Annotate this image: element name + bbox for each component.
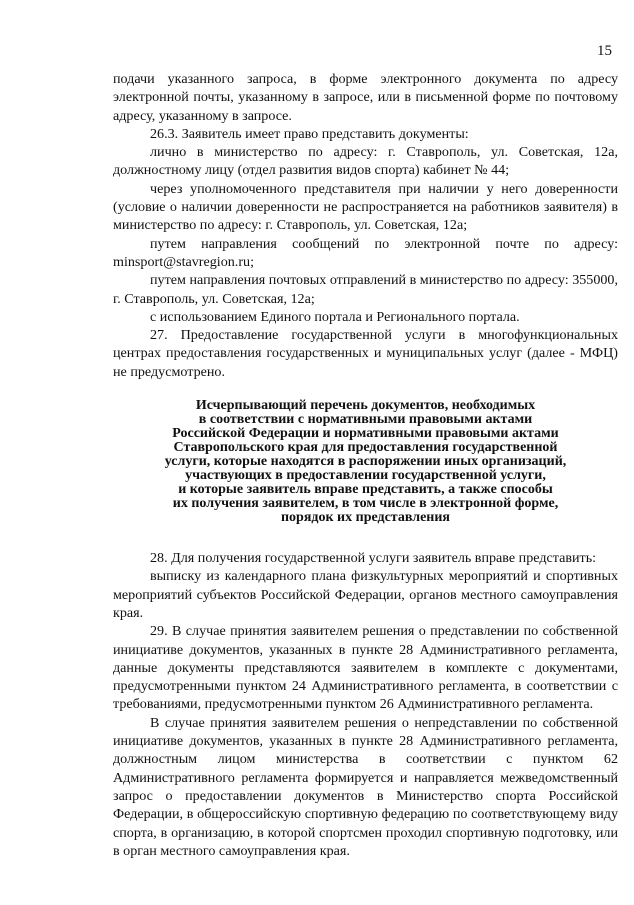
paragraph-email: путем направления сообщений по электронной почте по адресу: minsport@stavregion.ru; [113,235,618,270]
paragraph-28: 28. Для получения государственной услуги заявитель вправе представить: [150,550,597,567]
heading-line: порядок их представления [280,510,451,526]
paragraph-29: 29. В случае принятия заявителем решения о представлении по собственной инициативе документов, указанных в пункте 28 Административного регламента, данные документы представляются заявителем в комплекте с документами, предусмотренными пунктом 24 Административного регламента, в соответствии с требованиями, предусмотренными пунктом 26 Административного регламента. [113,623,618,713]
heading-line: в соответствии с нормативными правовыми актами [198,412,533,428]
paragraph-interagency-request: В случае принятия заявителем решения о непредставлении по собственной инициативе документов, указанных в пункте 28 Административного регламента, должностным лицом министерства в соответствии с пунктом 62 Административного регламента формируется и направляется межведомственный запрос о предоставлении документов в Министерство спорта Российской Федерации, в общероссийскую спортивную федерацию по соответствующему виду спорта, в организацию, в которой спортсмен проходил спортивную подготовку, или в орган местного самоуправления края. [113,714,618,859]
paragraph-representative: через уполномоченного представителя при наличии у него доверенности (условие о наличии доверенности не распространяется на работников заявителя) в министерство по адресу: г. Ставрополь, ул. Советская, 12а; [113,180,618,234]
paragraph-portals: с использованием Единого портала и Регионального портала. [150,308,520,325]
heading-line: Исчерпывающий перечень документов, необходимых [195,398,536,414]
paragraph-27: 27. Предоставление государственной услуги в многофункциональных центрах предоставления государственных и муниципальных услуг (далее - МФЦ) не предусмотрено. [113,327,618,380]
heading-line: участвующих в предоставлении государственной услуги, [185,468,546,484]
paragraph-in-person: лично в министерство по адресу: г. Ставрополь, ул. Советская, 12а, должностному лицу (отдел развития видов спорта) кабинет № 44; [113,144,618,179]
paragraph-postal: путем направления почтовых отправлений в министерство по адресу: 355000, г. Ставрополь, ул. Советская, 12а; [113,272,618,307]
heading-line: и которые заявитель вправе представить, а также способы [178,482,553,498]
page-number: 15 [597,43,612,59]
heading-line: Российской Федерации и нормативными правовыми актами [172,426,559,442]
heading-line: Ставропольского края для предоставления государственной [173,440,558,456]
heading-line: их получения заявителем, в том числе в электронной форме, [172,496,559,512]
paragraph-26-3: 26.3. Заявитель имеет право представить документы: [150,125,469,142]
paragraph-extract: выписку из календарного плана физкультурных мероприятий и спортивных мероприятий субъектов Российской Федерации, органов местного самоуправления края. [113,568,618,621]
paragraph-continuation: подачи указанного запроса, в форме электронного документа по адресу электронной почты, указанному в запросе, или в письменной форме по почтовому адресу, указанному в запросе. [113,71,618,124]
document-body [113,70,618,860]
heading-line: услуги, которые находятся в распоряжении иных организаций, [164,454,567,470]
section-heading [113,399,618,525]
